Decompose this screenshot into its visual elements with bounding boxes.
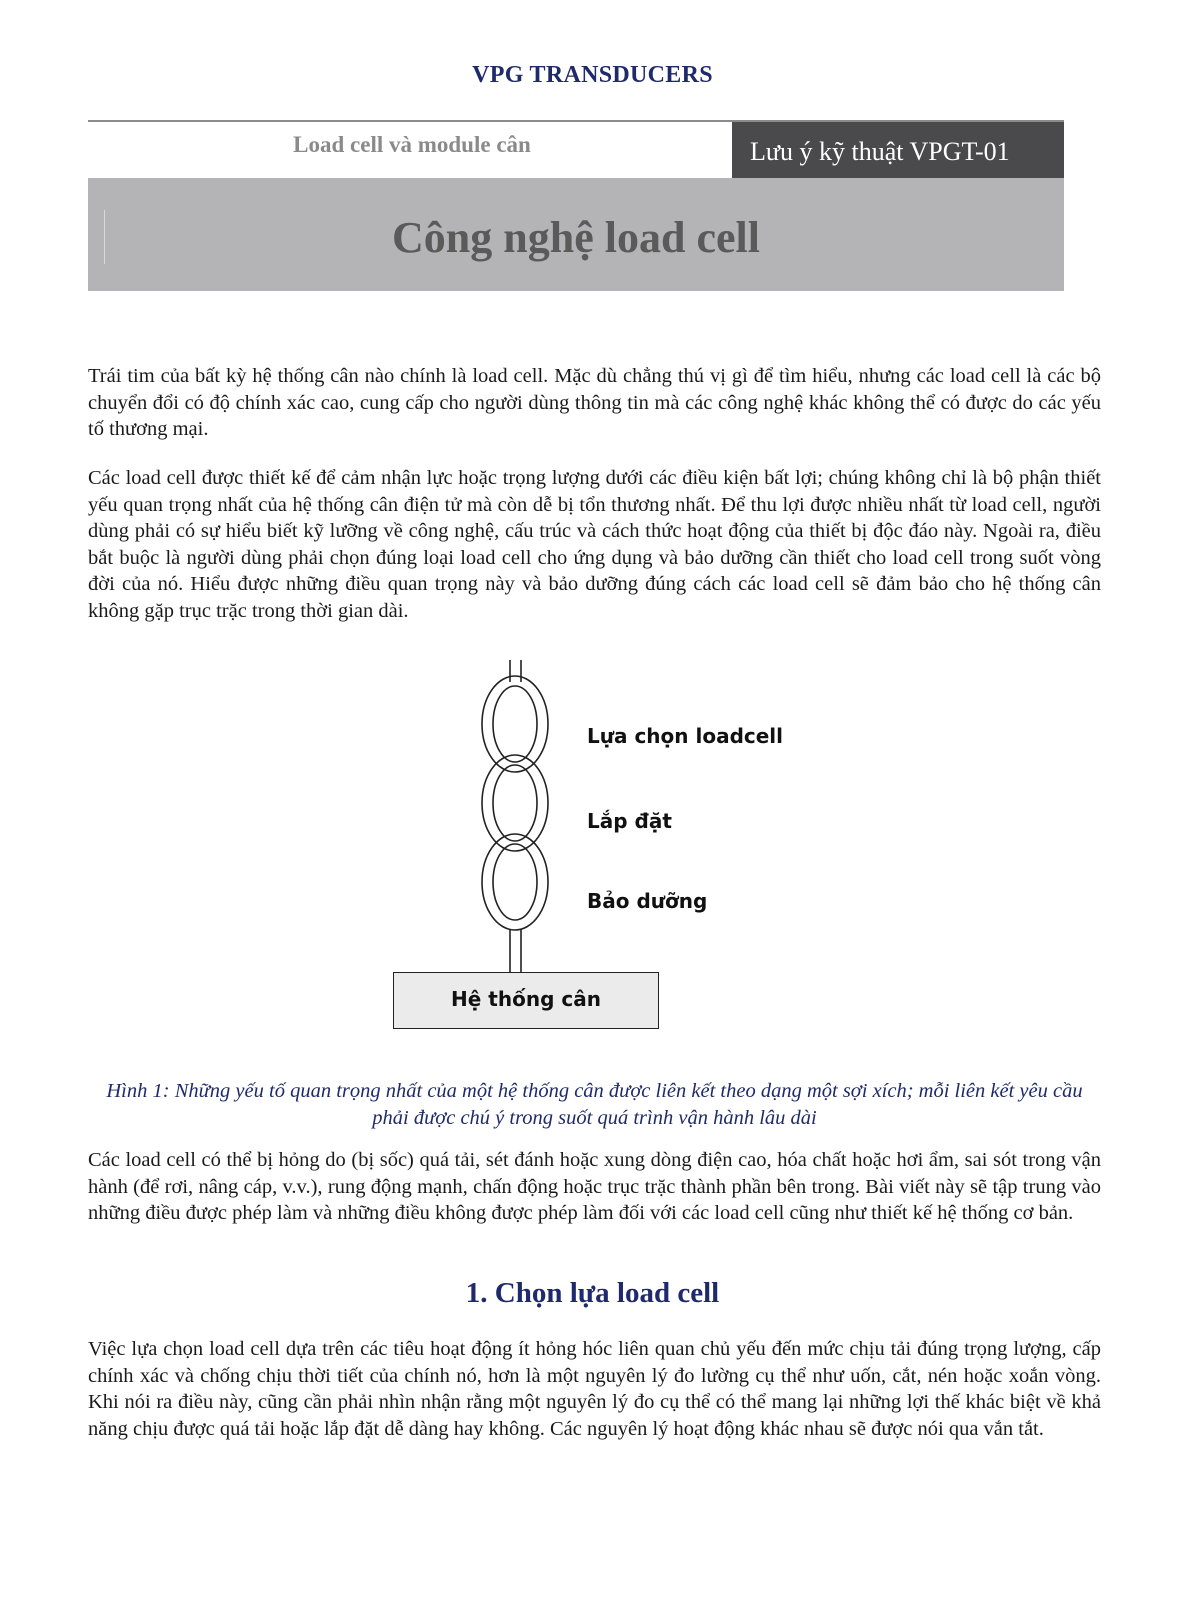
header-bar bbox=[88, 120, 1064, 180]
weighing-system-box: Hệ thống cân bbox=[393, 972, 659, 1029]
brand-heading: VPG TRANSDUCERS bbox=[472, 62, 713, 88]
intro-paragraph: Trái tim của bất kỳ hệ thống cân nào chính là load cell. Mặc dù chẳng thú vị gì để tìm hiểu, nhưng các load cell là các bộ chuyển đổi có độ chính xác cao, cung cấp cho người dùng thông tin mà các công nghệ khác không thể có được do các yếu tố thương mại. bbox=[88, 365, 1101, 440]
chain-figure bbox=[380, 660, 820, 1040]
damage-paragraph: Các load cell có thể bị hỏng do (bị sốc) quá tải, sét đánh hoặc xung dòng điện cao, hóa chất hoặc hơi ẩm, sai sót trong vận hành (để rơi, nâng cáp, v.v.), rung động mạnh, chấn động hoặc trục trặc thành phần bên trong. Bài viết này sẽ tập trung vào những điều được phép làm và những điều không được phép làm đối với các load cell cũng như thiết kế hệ thống cơ bản. bbox=[88, 1149, 1101, 1224]
chain-label-maintenance: Bảo dưỡng bbox=[587, 889, 708, 913]
design-paragraph: Các load cell được thiết kế để cảm nhận lực hoặc trọng lượng dưới các điều kiện bất lợi; chúng không chỉ là bộ phận thiết yếu quan trọng nhất của hệ thống cân điện tử mà còn dễ bị tổn thương nhất. Để thu lợi được nhiều nhất từ load cell, người dùng phải có sự hiểu biết kỹ lưỡng về công nghệ, cấu trúc và cách thức hoạt động của thiết bị độc đáo này. Ngoài ra, điều bắt buộc là người dùng phải chọn đúng loại load cell cho ứng dụng và bảo dưỡng cần thiết cho load cell trong suốt vòng đời của nó. Hiểu được những điều quan trọng này và bảo dưỡng đúng cách các load cell sẽ đảm bảo cho hệ thống cân không gặp trục trặc trong thời gian dài. bbox=[88, 467, 1101, 622]
title-band bbox=[88, 178, 1064, 291]
chain-label-installation: Lắp đặt bbox=[587, 809, 672, 833]
section-heading: 1. Chọn lựa load cell bbox=[465, 1277, 720, 1309]
figure-caption: Hình 1: Những yếu tố quan trọng nhất của một hệ thống cân được liên kết theo dạng một sợi xích; mỗi liên kết yêu cầu phải được chú ý trong suốt quá trình vận hành lâu dài bbox=[106, 1080, 1083, 1129]
document-subtitle: Load cell và module cân bbox=[293, 132, 531, 157]
selection-paragraph: Việc lựa chọn load cell dựa trên các tiêu hoạt động ít hỏng hóc liên quan chủ yếu đến mức chịu tải đúng trọng lượng, cấp chính xác và chống chịu thời tiết của chính nó, hơn là một nguyên lý đo lường cụ thể như uốn, cắt, nén hoặc xoắn vòng. Khi nói ra điều này, cũng cần phải nhìn nhận rằng một nguyên lý đo cụ thể có thể mang lại những lợi thế khác biệt về khả năng chịu được quá tải hoặc lắp đặt dễ dàng hay không. Các nguyên lý hoạt động khác nhau sẽ được nói qua vắn tắt. bbox=[88, 1338, 1101, 1440]
page-title: Công nghệ load cell bbox=[392, 213, 760, 262]
chain-label-selection: Lựa chọn loadcell bbox=[587, 724, 784, 748]
technical-note-label: Lưu ý kỹ thuật VPGT-01 bbox=[732, 122, 1064, 178]
